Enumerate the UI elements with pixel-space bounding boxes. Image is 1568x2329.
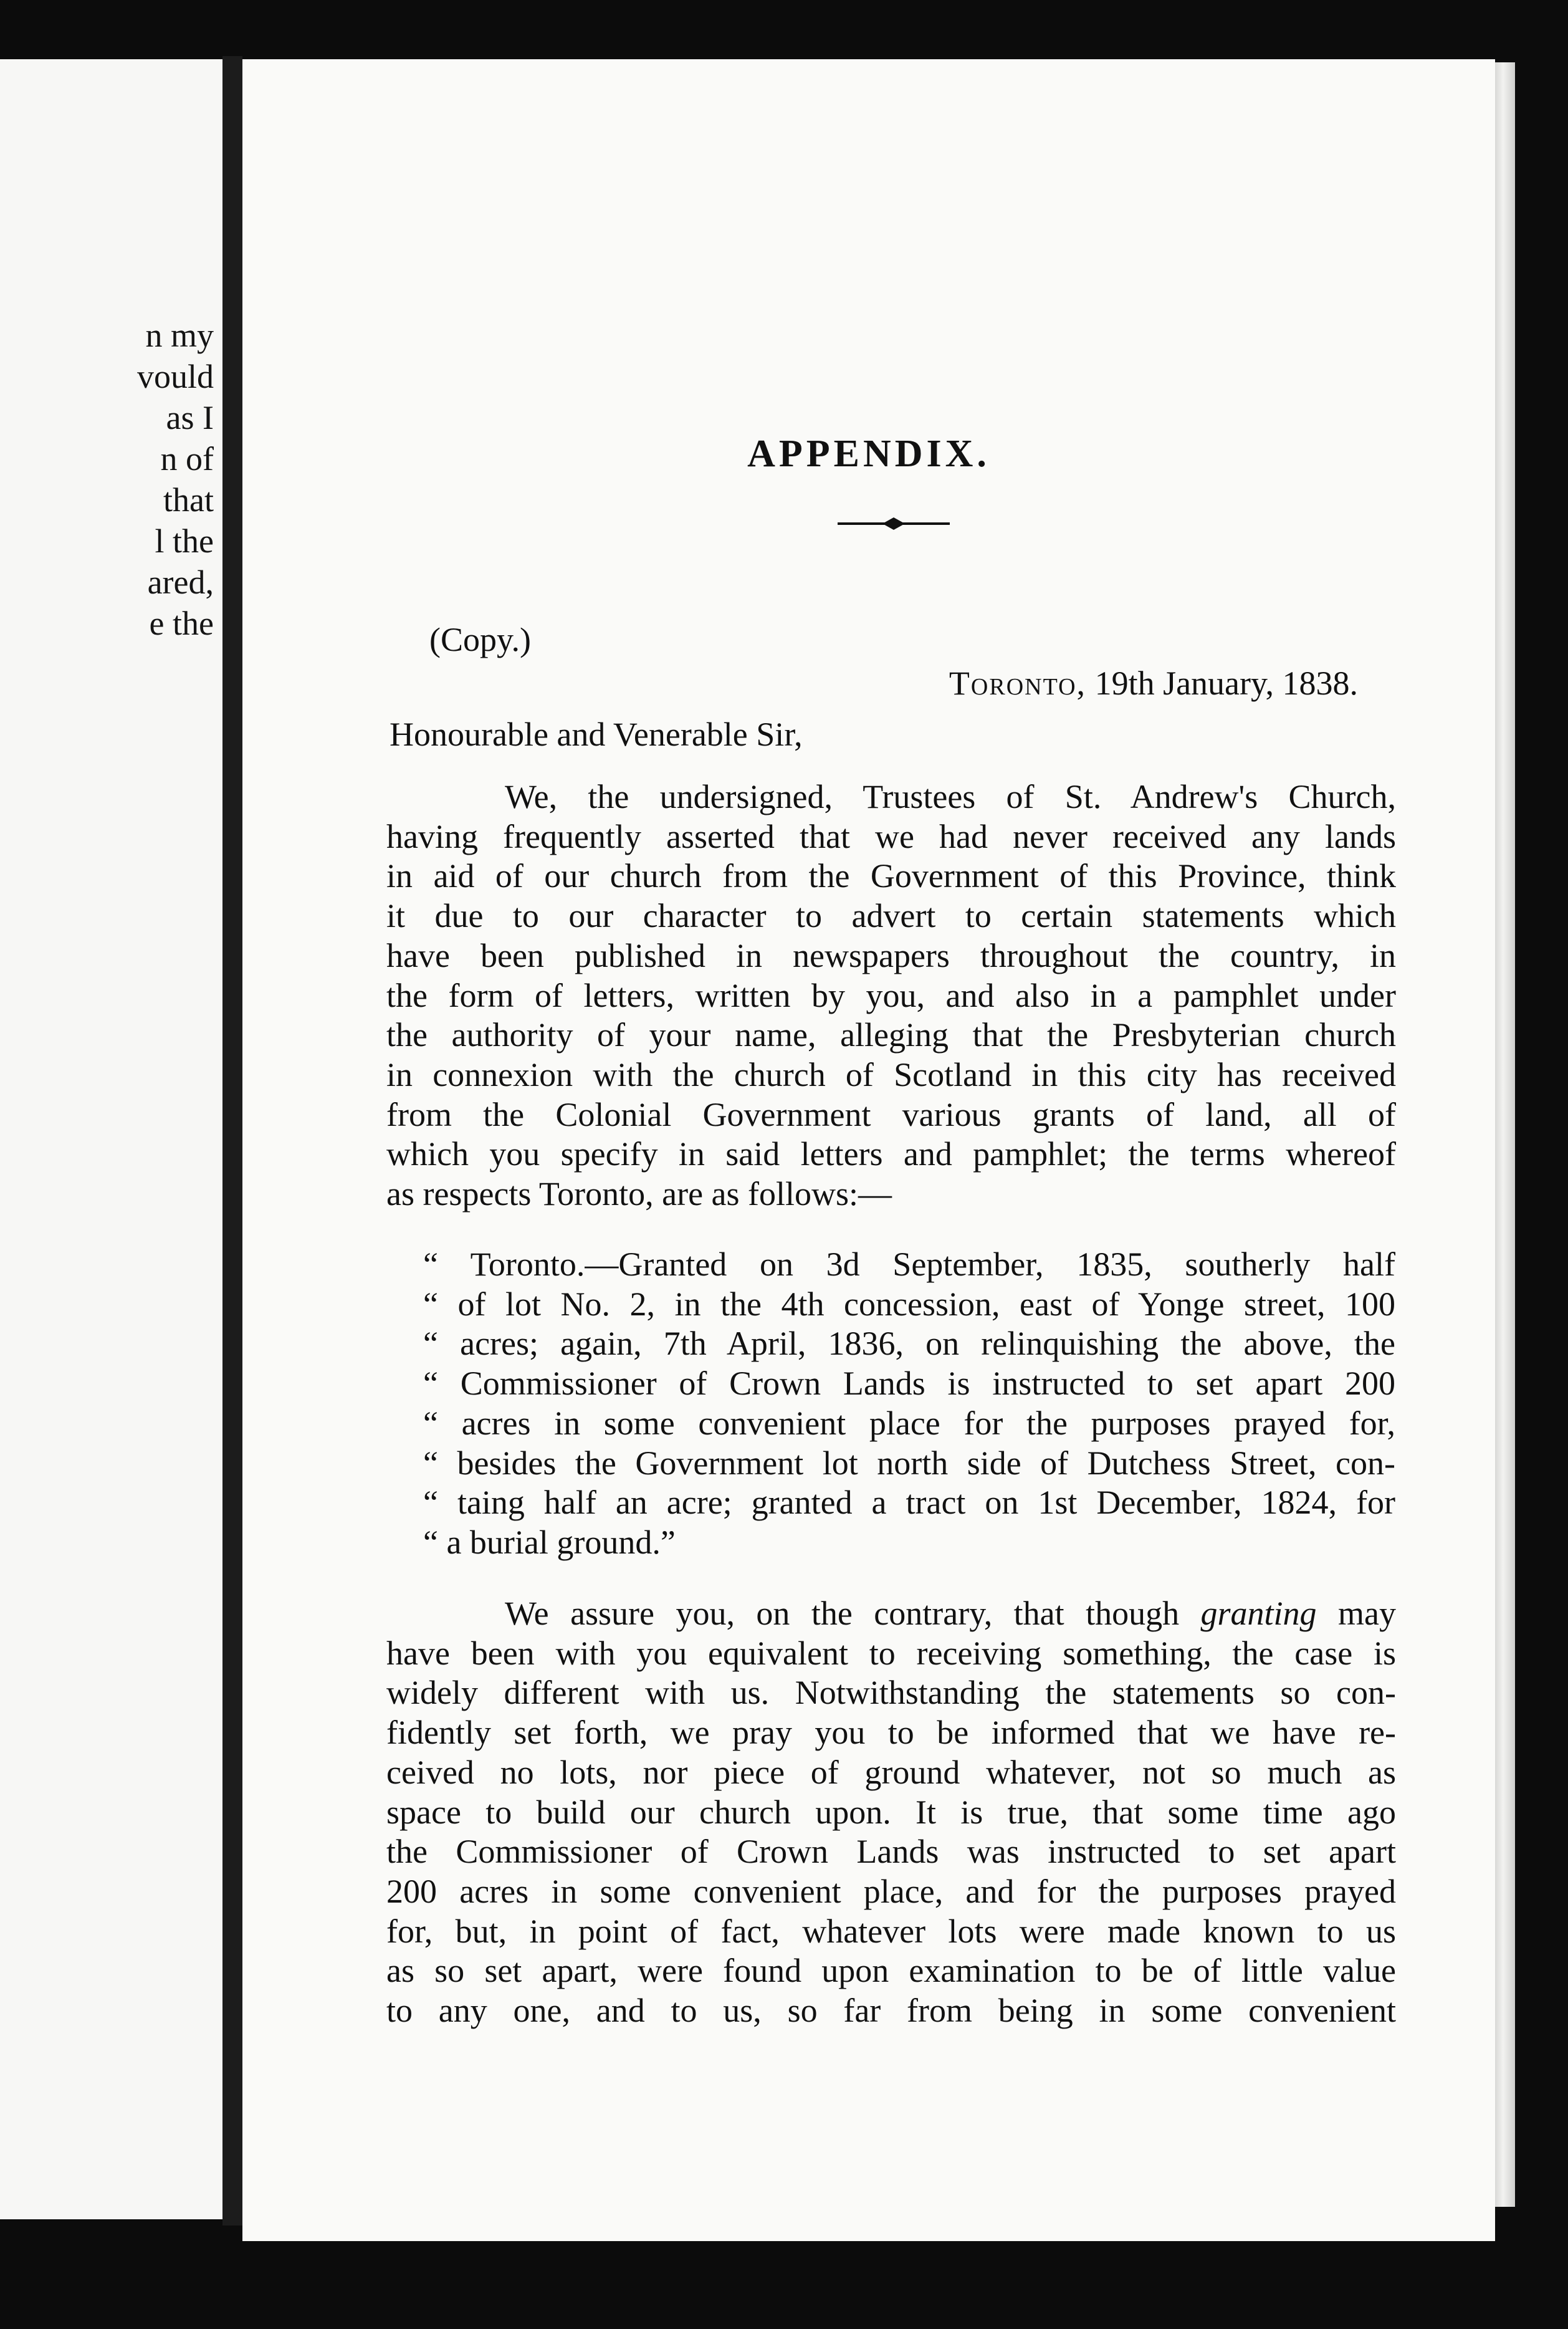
text-line: ceived no lots, nor piece of ground whatever, not so much as — [386, 1753, 1396, 1791]
page-heading: APPENDIX. — [747, 433, 990, 475]
text-line: We, the undersigned, Trustees of St. Andrew's Church, — [505, 778, 1396, 815]
text-line: as so set apart, were found upon examination to be of little value — [386, 1952, 1396, 1990]
text-line: the form of letters, written by you, and also in a pamphlet under — [386, 976, 1396, 1014]
text-line: having frequently asserted that we had never received any lands — [386, 817, 1396, 855]
left-page — [0, 59, 222, 2219]
body-paragraph — [386, 777, 1396, 1214]
quote-line: “ of lot No. 2, in the 4th concession, east of Yonge street, 100 — [423, 1285, 1395, 1323]
ornament-rule-icon — [838, 511, 950, 536]
text-line: in aid of our church from the Government of this Province, think — [386, 857, 1396, 895]
text-line: have been with you equivalent to receiving something, the case is — [386, 1634, 1396, 1672]
text-line: from the Colonial Government various grants of land, all of — [386, 1095, 1396, 1133]
text-line: as respects Toronto, are as follows:— — [386, 1175, 892, 1213]
quote-line: “ a burial ground.” — [423, 1523, 676, 1561]
right-page — [242, 59, 1495, 2241]
text-run: may — [1316, 1595, 1396, 1632]
text-line — [386, 1594, 1396, 1634]
quote-line: “ acres; again, 7th April, 1836, on relinquishing the above, the — [423, 1325, 1395, 1363]
text-line: the authority of your name, alleging that the Presbyterian church — [386, 1016, 1396, 1054]
left-page-line: as I — [166, 399, 214, 436]
quote-line: “ acres in some convenient place for the purposes prayed for, — [423, 1404, 1395, 1442]
left-page-line: that — [163, 481, 214, 519]
italic-word: granting — [1200, 1595, 1317, 1632]
quote-line: “ Toronto.—Granted on 3d September, 1835, southerly half — [423, 1246, 1395, 1283]
text-line: fidently set forth, we pray you to be informed that we have re- — [386, 1714, 1396, 1752]
page-edge — [1495, 62, 1515, 2207]
left-page-line: n my — [145, 317, 214, 354]
text-line: in connexion with the church of Scotland in this city has received — [386, 1055, 1396, 1093]
text-line: the Commissioner of Crown Lands was instructed to set apart — [386, 1833, 1396, 1871]
text-line: have been published in newspapers throughout the country, in — [386, 936, 1396, 974]
quote-line: “ besides the Government lot north side of Dutchess Street, con- — [423, 1444, 1395, 1482]
text-line: it due to our character to advert to certain statements which — [386, 897, 1396, 935]
text-line: 200 acres in some convenient place, and for the purposes prayed — [386, 1872, 1396, 1910]
quote-line: “ Commissioner of Crown Lands is instructed to set apart 200 — [423, 1365, 1395, 1403]
left-page-line: ared, — [147, 564, 214, 601]
left-page-line: l the — [155, 522, 214, 560]
left-page-line: e the — [149, 605, 214, 642]
text-run: We assure you, on the contrary, that though — [505, 1595, 1201, 1632]
left-page-line: vould — [136, 358, 214, 395]
text-line: widely different with us. Notwithstanding the statements so con- — [386, 1674, 1396, 1712]
book-gutter — [222, 56, 242, 2226]
salutation: Honourable and Venerable Sir, — [390, 716, 803, 753]
body-paragraph — [386, 1594, 1396, 2031]
dateline-date: 19th January, 1838. — [1094, 665, 1358, 702]
left-page-line: n of — [160, 440, 214, 478]
dateline-place: Toronto, — [949, 665, 1087, 702]
text-line: which you specify in said letters and pamphlet; the terms whereof — [386, 1135, 1396, 1173]
dateline — [949, 664, 1358, 703]
copy-label: (Copy.) — [429, 621, 531, 658]
quote-line: “ taing half an acre; granted a tract on 1st December, 1824, for — [423, 1484, 1395, 1522]
text-line: for, but, in point of fact, whatever lots were made known to us — [386, 1912, 1396, 1950]
text-line: to any one, and to us, so far from being in some convenient — [386, 1992, 1396, 2030]
quoted-grant-text — [423, 1245, 1395, 1563]
text-line: space to build our church upon. It is true, that some time ago — [386, 1793, 1396, 1831]
